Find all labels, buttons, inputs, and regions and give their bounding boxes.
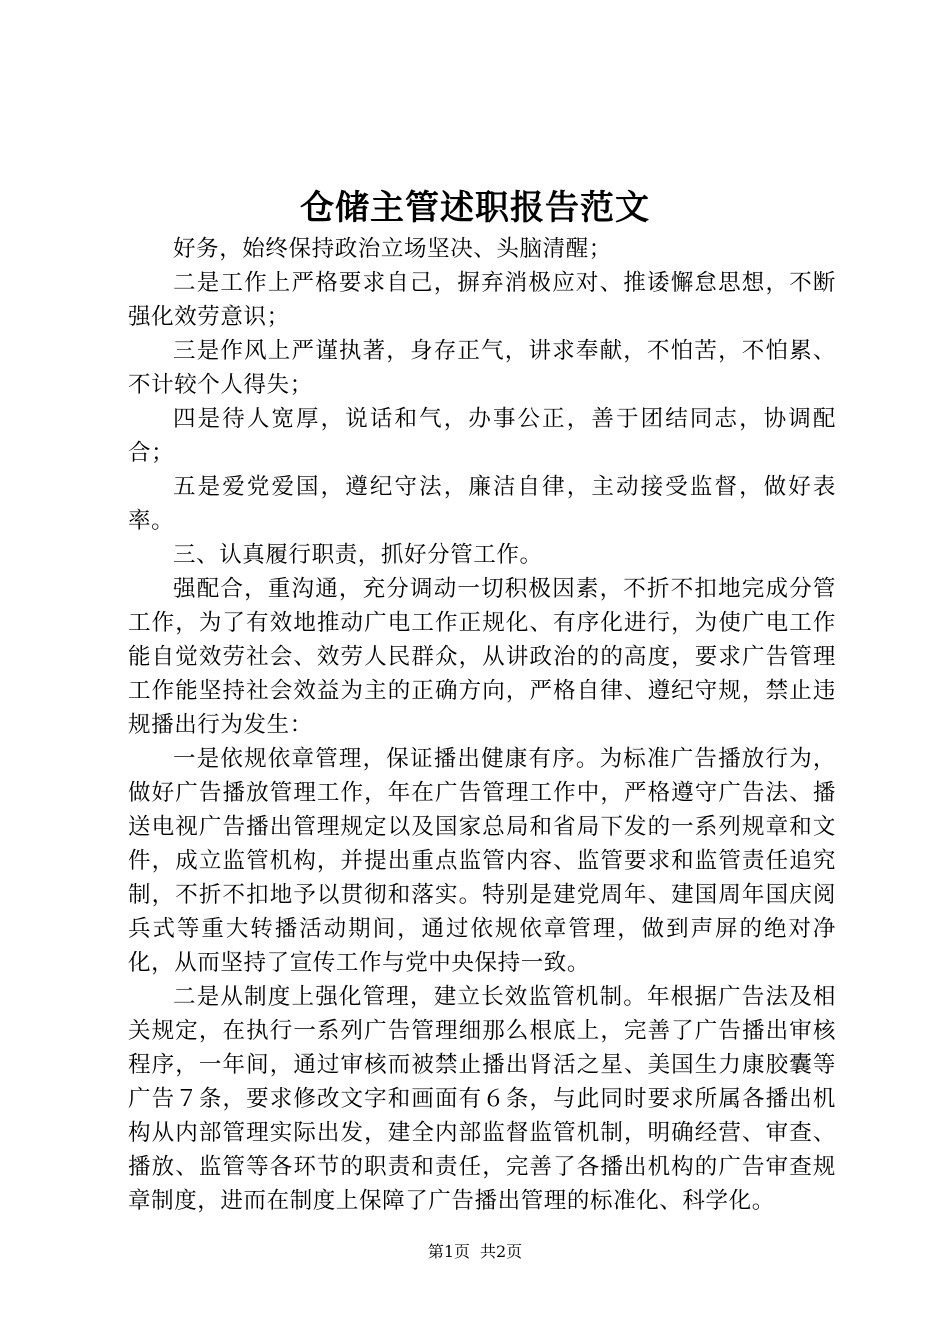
page-number-current: 第1页 bbox=[427, 1242, 470, 1261]
section-heading: 三、认真履行职责，抓好分管工作。 bbox=[173, 542, 543, 568]
paragraph: 三是作风上严谨执著，身存正气，讲求奉献，不怕苦，不怕累、不计较个人得失； bbox=[128, 338, 836, 398]
paragraph: 二是工作上严格要求自己，摒弃消极应对、推诿懈怠思想，不断强化效劳意识； bbox=[128, 270, 836, 330]
page-footer bbox=[0, 1240, 950, 1264]
paragraph: 四是待人宽厚，说话和气，办事公正，善于团结同志，协调配合； bbox=[128, 406, 836, 466]
document-title: 仓储主管述职报告范文 bbox=[300, 188, 650, 228]
document-body bbox=[128, 232, 836, 1218]
paragraph: 好务，始终保持政治立场坚决、头脑清醒； bbox=[173, 236, 612, 262]
paragraph: 一是依规依章管理，保证播出健康有序。为标准广告播放行为，做好广告播放管理工作，年在广告管理工作中，严格遵守广告法、播送电视广告播出管理规定以及国家总局和省局下发的一系列规章和文件，成立监管机构，并提出重点监管内容、监管要求和监管责任追究制，不折不扣地予以贯彻和落实。特别是建党周年、建国周年国庆阅兵式等重大转播活动期间，通过依规依章管理，做到声屏的绝对净化，从而坚持了宣传工作与党中央保持一致。 bbox=[128, 746, 836, 976]
paragraph: 二是从制度上强化管理，建立长效监管机制。年根据广告法及相关规定，在执行一系列广告管理细那么根底上，完善了广告播出审核程序，一年间，通过审核而被禁止播出肾活之星、美国生力康胶囊等广告７条，要求修改文字和画面有６条，与此同时要求所属各播出机构从内部管理实际出发，建全内部监督监管机制，明确经营、审查、播放、监管等各环节的职责和责任，完善了各播出机构的广告审查规章制度，进而在制度上保障了广告播出管理的标准化、科学化。 bbox=[128, 984, 836, 1214]
page-number-total: 共2页 bbox=[480, 1242, 523, 1261]
paragraph: 强配合，重沟通，充分调动一切积极因素，不折不扣地完成分管工作，为了有效地推动广电工作正规化、有序化进行，为使广电工作能自觉效劳社会、效劳人民群众，从讲政治的的高度，要求广告管理工作能坚持社会效益为主的正确方向，严格自律、遵纪守规，禁止违规播出行为发生： bbox=[128, 576, 836, 738]
paragraph: 五是爱党爱国，遵纪守法，廉洁自律，主动接受监督，做好表率。 bbox=[128, 474, 836, 534]
